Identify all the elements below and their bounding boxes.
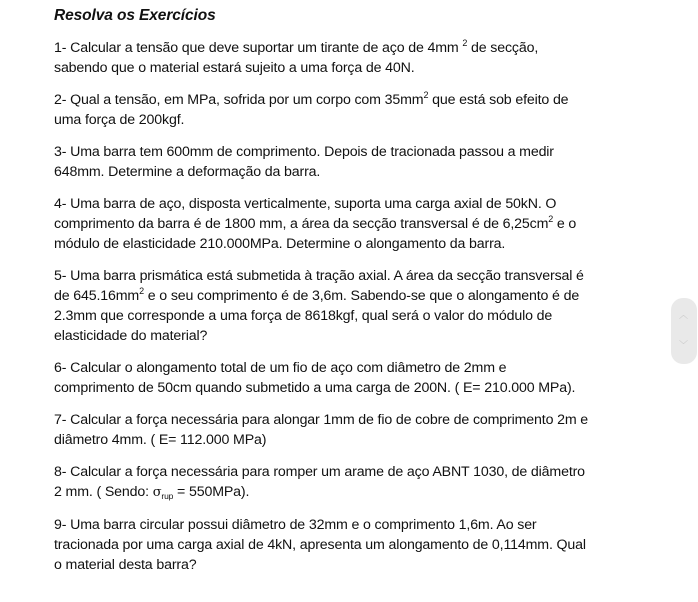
exercise-7-line-1: 7- Calcular a força necessária para alongar 1mm de fio de cobre de comprimento 2m e [54,412,589,428]
exercise-2 [54,90,664,130]
exercise-1-line-2: sabendo que o material estará sujeito a uma força de 40N. [54,60,415,76]
exercise-1 [54,38,664,78]
exercise-8-line-2: 2 mm. ( Sendo: $\sigma_{rup} = 550MPa$). [54,484,250,501]
exercise-5-line-3: 2.3mm que corresponde a uma força de 8618kgf, qual será o valor do módulo de [54,308,553,324]
document [54,6,664,587]
exercise-4-line-2: comprimento da barra é de 1800 mm, a área da secção transversal é de $6,25cm^2$ e o [54,214,577,232]
exercise-7-line-2: diâmetro 4mm. ( E= 112.000 MPa) [54,432,267,448]
exercise-6-line-1: 6- Calcular o alongamento total de um fio de aço com diâmetro de 2mm e [54,360,507,376]
sigma-symbol: σ [152,485,162,500]
exercise-5 [54,266,664,346]
page-title: Resolva os Exercícios [54,7,216,24]
exercise-9-line-1: 9- Uma barra circular possui diâmetro de 32mm e o comprimento 1,6m. Ao ser [54,517,537,533]
chevron-down-icon[interactable]: ﹀ [679,340,689,350]
exercise-2-line-2: uma força de 200kgf. [54,112,185,128]
exercise-8-line-1: 8- Calcular a força necessária para romper um arame de aço ABNT 1030, de diâmetro [54,464,585,480]
exercise-3-line-1: 3- Uma barra tem 600mm de comprimento. Depois de tracionada passou a medir [54,144,554,160]
exercise-5-line-2: de $645.16mm^2$ e o seu comprimento é de 3,6m. Sabendo-se que o alongamento é de [54,286,580,304]
chevron-up-icon[interactable]: ︿ [679,310,689,320]
exercise-9 [54,515,664,575]
exercise-8 [54,462,664,503]
exercise-9-line-3: o material desta barra? [54,557,197,573]
exercise-4-line-3: módulo de elasticidade 210.000MPa. Determine o alongamento da barra. [54,236,506,252]
exercise-5-line-4: elasticidade do material? [54,328,208,344]
exercise-4 [54,194,664,254]
exercise-9-line-2: tracionada por uma carga axial de 4kN, apresenta um alongamento de 0,114mm. Qual [54,537,586,553]
exercise-5-line-1: 5- Uma barra prismática está submetida à tração axial. A área da secção transversal é [54,268,584,284]
exercise-3-line-2: 648mm. Determine a deformação da barra. [54,164,321,180]
scroll-widget[interactable] [671,298,697,364]
exercise-4-line-1: 4- Uma barra de aço, disposta verticalmente, suporta uma carga axial de 50kN. O [54,196,557,212]
exercise-3 [54,142,664,182]
exercise-6 [54,358,664,398]
exercise-1-line-1: 1- Calcular a tensão que deve suportar um tirante de aço de 4mm $^2$ de secção, [54,38,539,56]
exercise-7 [54,410,664,450]
exercise-2-line-1: 2- Qual a tensão, em MPa, sofrida por um corpo com $35mm^2$ que está sob efeito de [54,90,569,108]
exercise-6-line-2: comprimento de 50cm quando submetido a uma carga de 200N. ( E= 210.000 MPa). [54,380,576,396]
